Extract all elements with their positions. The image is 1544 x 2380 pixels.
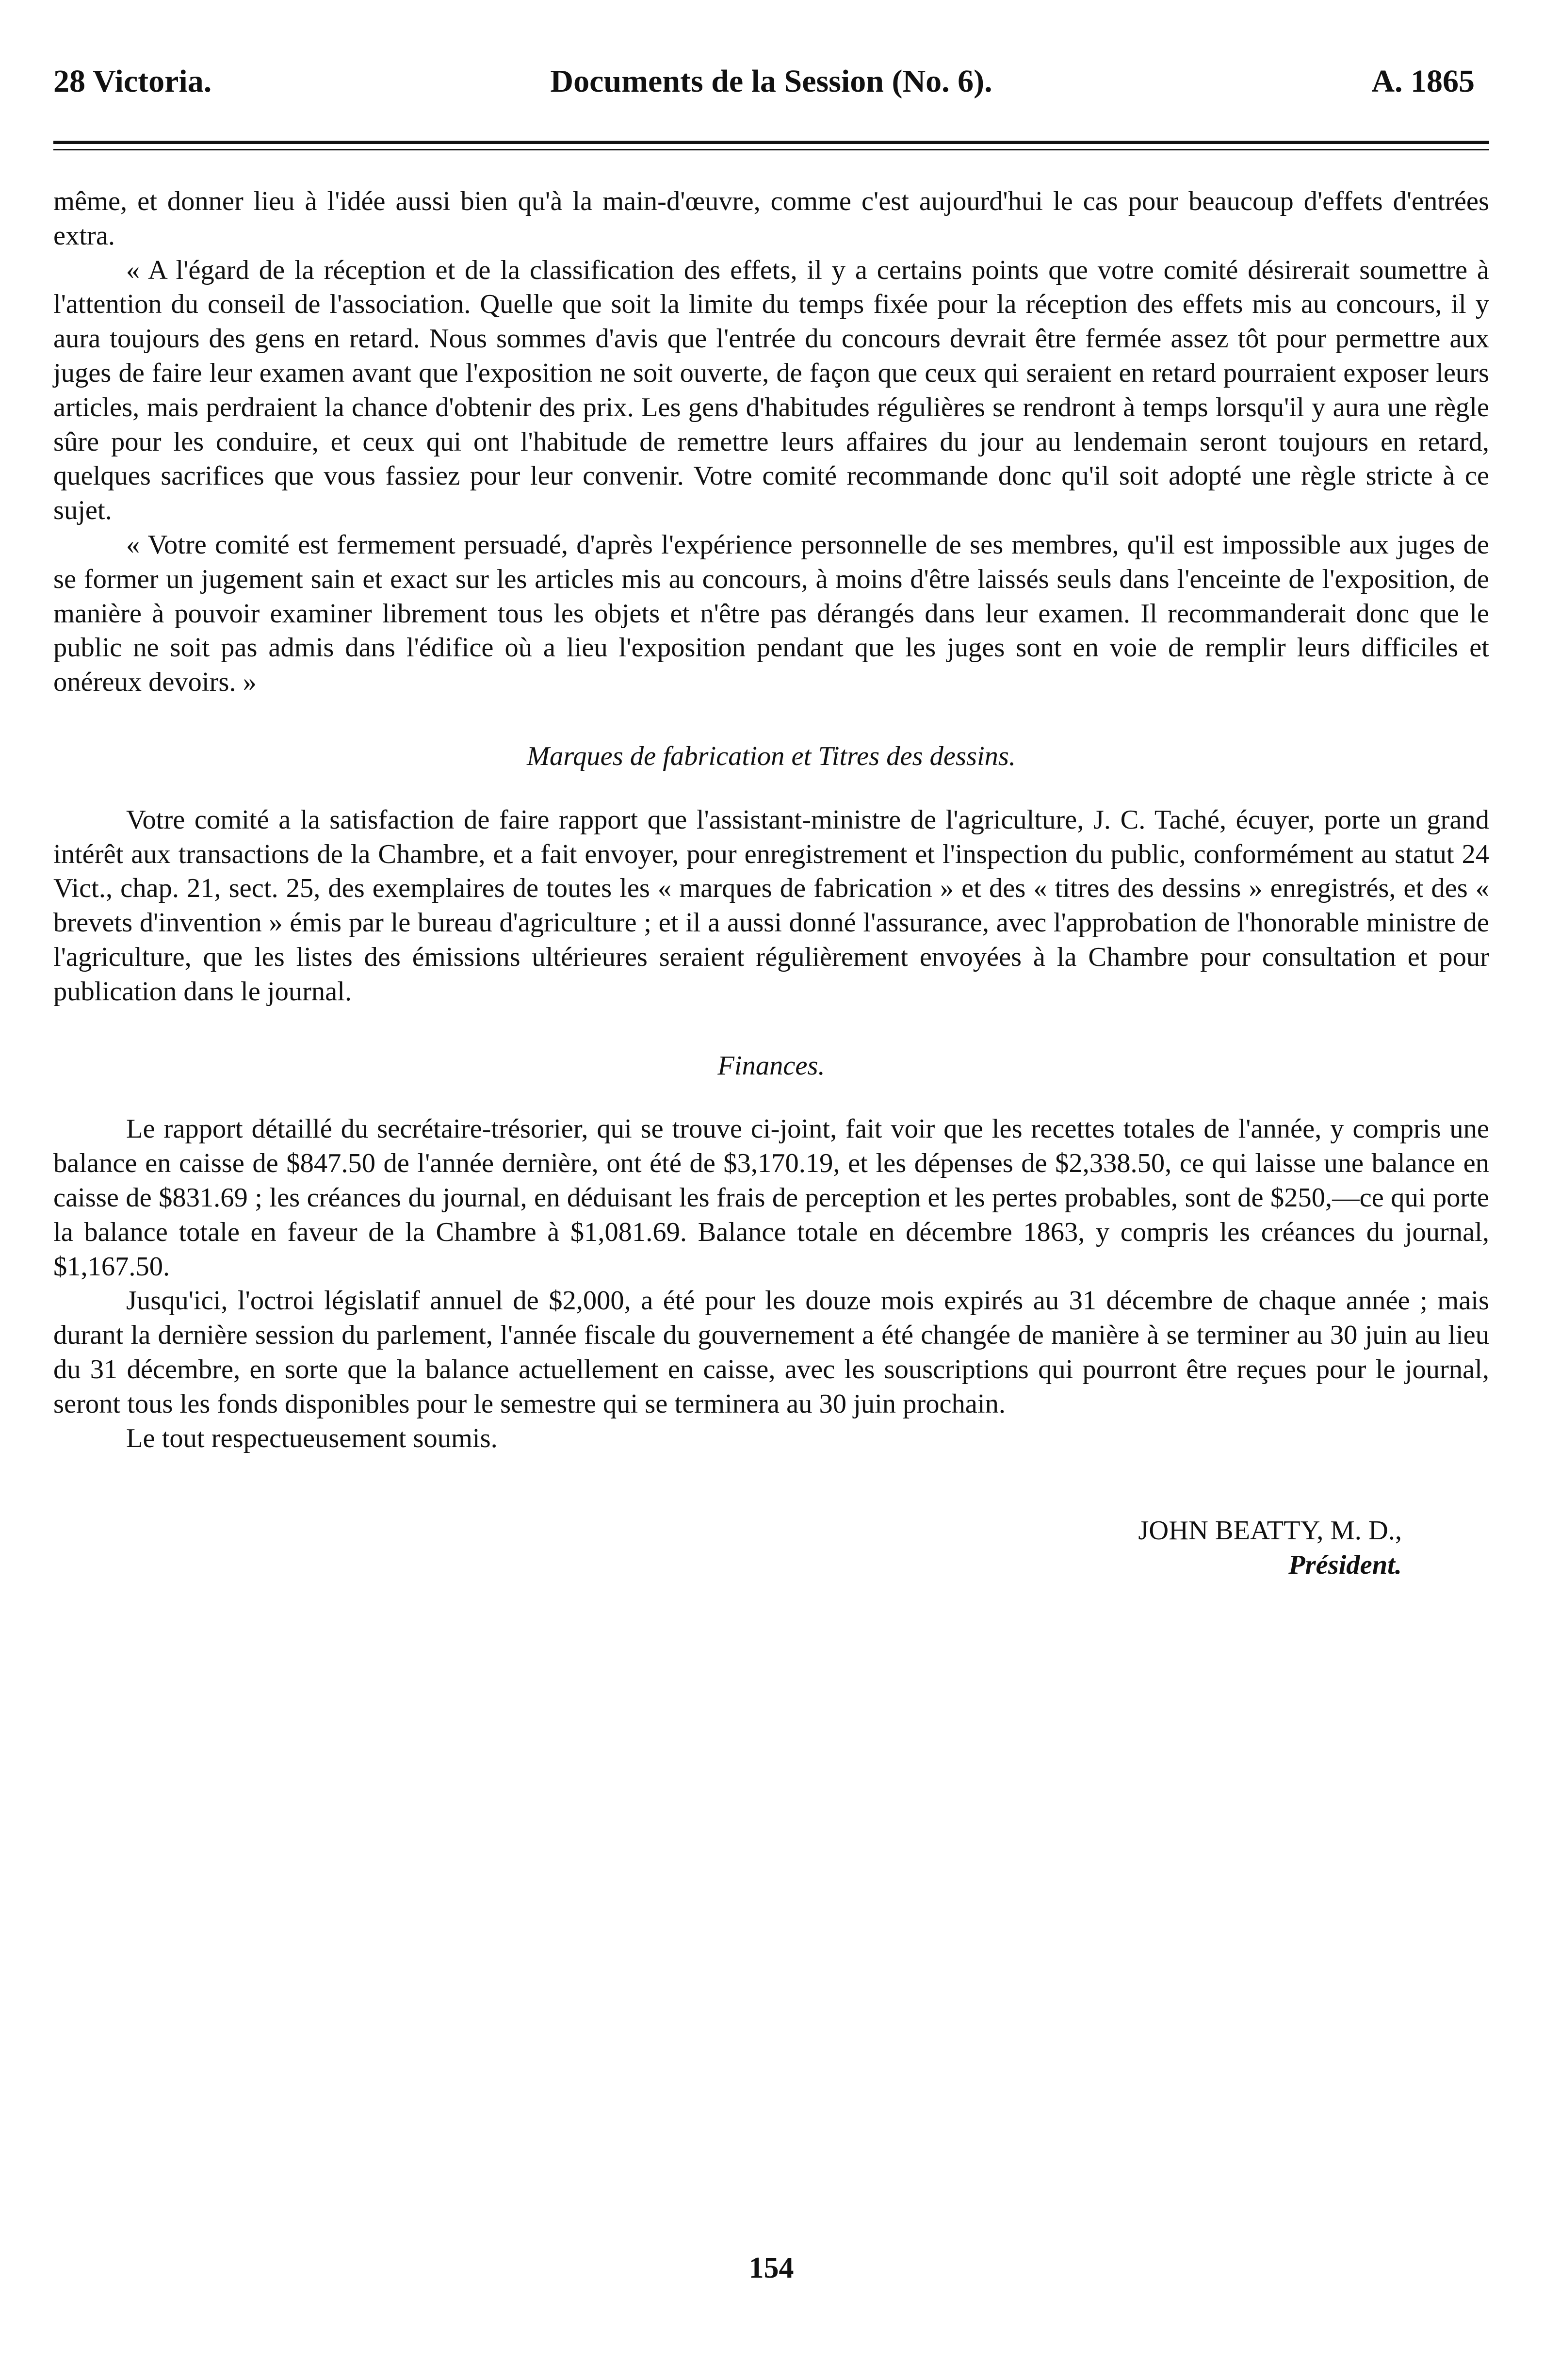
header-regnal-year: 28 Victoria. (53, 64, 212, 99)
paragraph-continuation: même, et donner lieu à l'idée aussi bien qu'à la main-d'œuvre, comme c'est aujourd'hui le cas pour beaucoup d'effets d'entrées extra. (53, 186, 1489, 251)
paragraph-legislative-grant: Jusqu'ici, l'octroi législatif annuel de $2,000, a été pour les douze mois expirés au 31 décembre de chaque année ; mais durant la dernière session du parlement, l'année fiscale du gouvernement a été changée de manière à se terminer au 30 juin au lieu du 31 décembre, en sorte que la balance actuellement en caisse, avec les souscriptions qui pourront être reçues pour le journal, seront tous les fonds disponibles pour le semestre qui se terminera au 30 juin prochain. (53, 1286, 1489, 1419)
header-rule-thin (53, 149, 1489, 150)
signature-name: JOHN BEATTY, M. D., (1138, 1516, 1402, 1546)
paragraph-reception: « A l'égard de la réception et de la classification des effets, il y a certains points que votre comité désirerait soumettre à l'attention du conseil de l'association. Quelle que soit la limite du temps fixée pour la réception des effets mis au concours, il y aura toujours des gens en retard. Nous sommes d'avis que l'entrée du concours devrait être fermée assez tôt pour permettre aux juges de faire leur examen avant que l'exposition ne soit ouverte, de façon que ceux qui seraient en retard pourraient exposer leurs articles, mais perdraient la chance d'obtenir des prix. Les gens d'habitudes régulières se rendront à temps lorsqu'il y aura une règle sûre pour les conduire, et ceux qui ont l'habitude de remettre leurs affaires du jour au lendemain seront toujours en retard, quelques sacrifices que vous fassiez pour leur convenir. Votre comité recommande donc qu'il soit adopté une règle stricte à ce sujet. (53, 255, 1489, 526)
paragraph-judges: « Votre comité est fermement persuadé, d'après l'expérience personnelle de ses membres, qu'il est impossible aux juges de se former un jugement sain et exact sur les articles mis au concours, à moins d'être laissés seuls dans l'enceinte de l'exposition, de manière à pouvoir examiner librement tous les objets et n'être pas dérangés dans leur examen. Il recommanderait donc que le public ne soit pas admis dans l'édifice où a lieu l'exposition pendant que les juges sont en voie de remplir leurs difficiles et onéreux devoirs. » (53, 529, 1489, 698)
header-rule-thick (53, 141, 1489, 144)
document-page (53, 53, 1489, 2333)
header-document-title: Documents de la Session (No. 6). (550, 64, 992, 99)
signature-title: Président. (1288, 1550, 1402, 1581)
section-heading-trademarks: Marques de fabrication et Titres des dessins. (526, 741, 1016, 771)
page-number: 154 (748, 2251, 794, 2284)
section-heading-finances: Finances. (717, 1050, 825, 1081)
header-year: A. 1865 (1371, 64, 1475, 99)
paragraph-trademarks: Votre comité a la satisfaction de faire rapport que l'assistant-ministre de l'agriculture, J. C. Taché, écuyer, porte un grand intérêt aux transactions de la Chambre, et a fait envoyer, pour enregistrement et l'inspection du public, conformément au statut 24 Vict., chap. 21, sect. 25, des exemplaires de toutes les « marques de fabrication » et des « titres des dessins » enregistrés, et des « brevets d'invention » émis par le bureau d'agriculture ; et il a aussi donné l'assurance, avec l'approbation de l'honorable ministre de l'agriculture, que les listes des émissions ultérieures seraient régulièrement envoyées à la Chambre pour consultation et pour publication dans le journal. (53, 804, 1489, 1007)
page-body (53, 184, 1489, 1582)
running-header (53, 63, 1489, 116)
paragraph-finance-report: Le rapport détaillé du secrétaire-trésorier, qui se trouve ci-joint, fait voir que les recettes totales de l'année, y compris une balance en caisse de $847.50 de l'année dernière, ont été de $3,170.19, et les dépenses de $2,338.50, ce qui laisse une balance en caisse de $831.69 ; les créances du journal, en déduisant les frais de perception et les pertes probables, sont de $250,—ce qui porte la balance totale en faveur de la Chambre à $1,081.69. Balance totale en décembre 1863, y compris les créances du journal, $1,167.50. (53, 1114, 1489, 1282)
paragraph-closing: Le tout respectueusement soumis. (126, 1423, 498, 1453)
